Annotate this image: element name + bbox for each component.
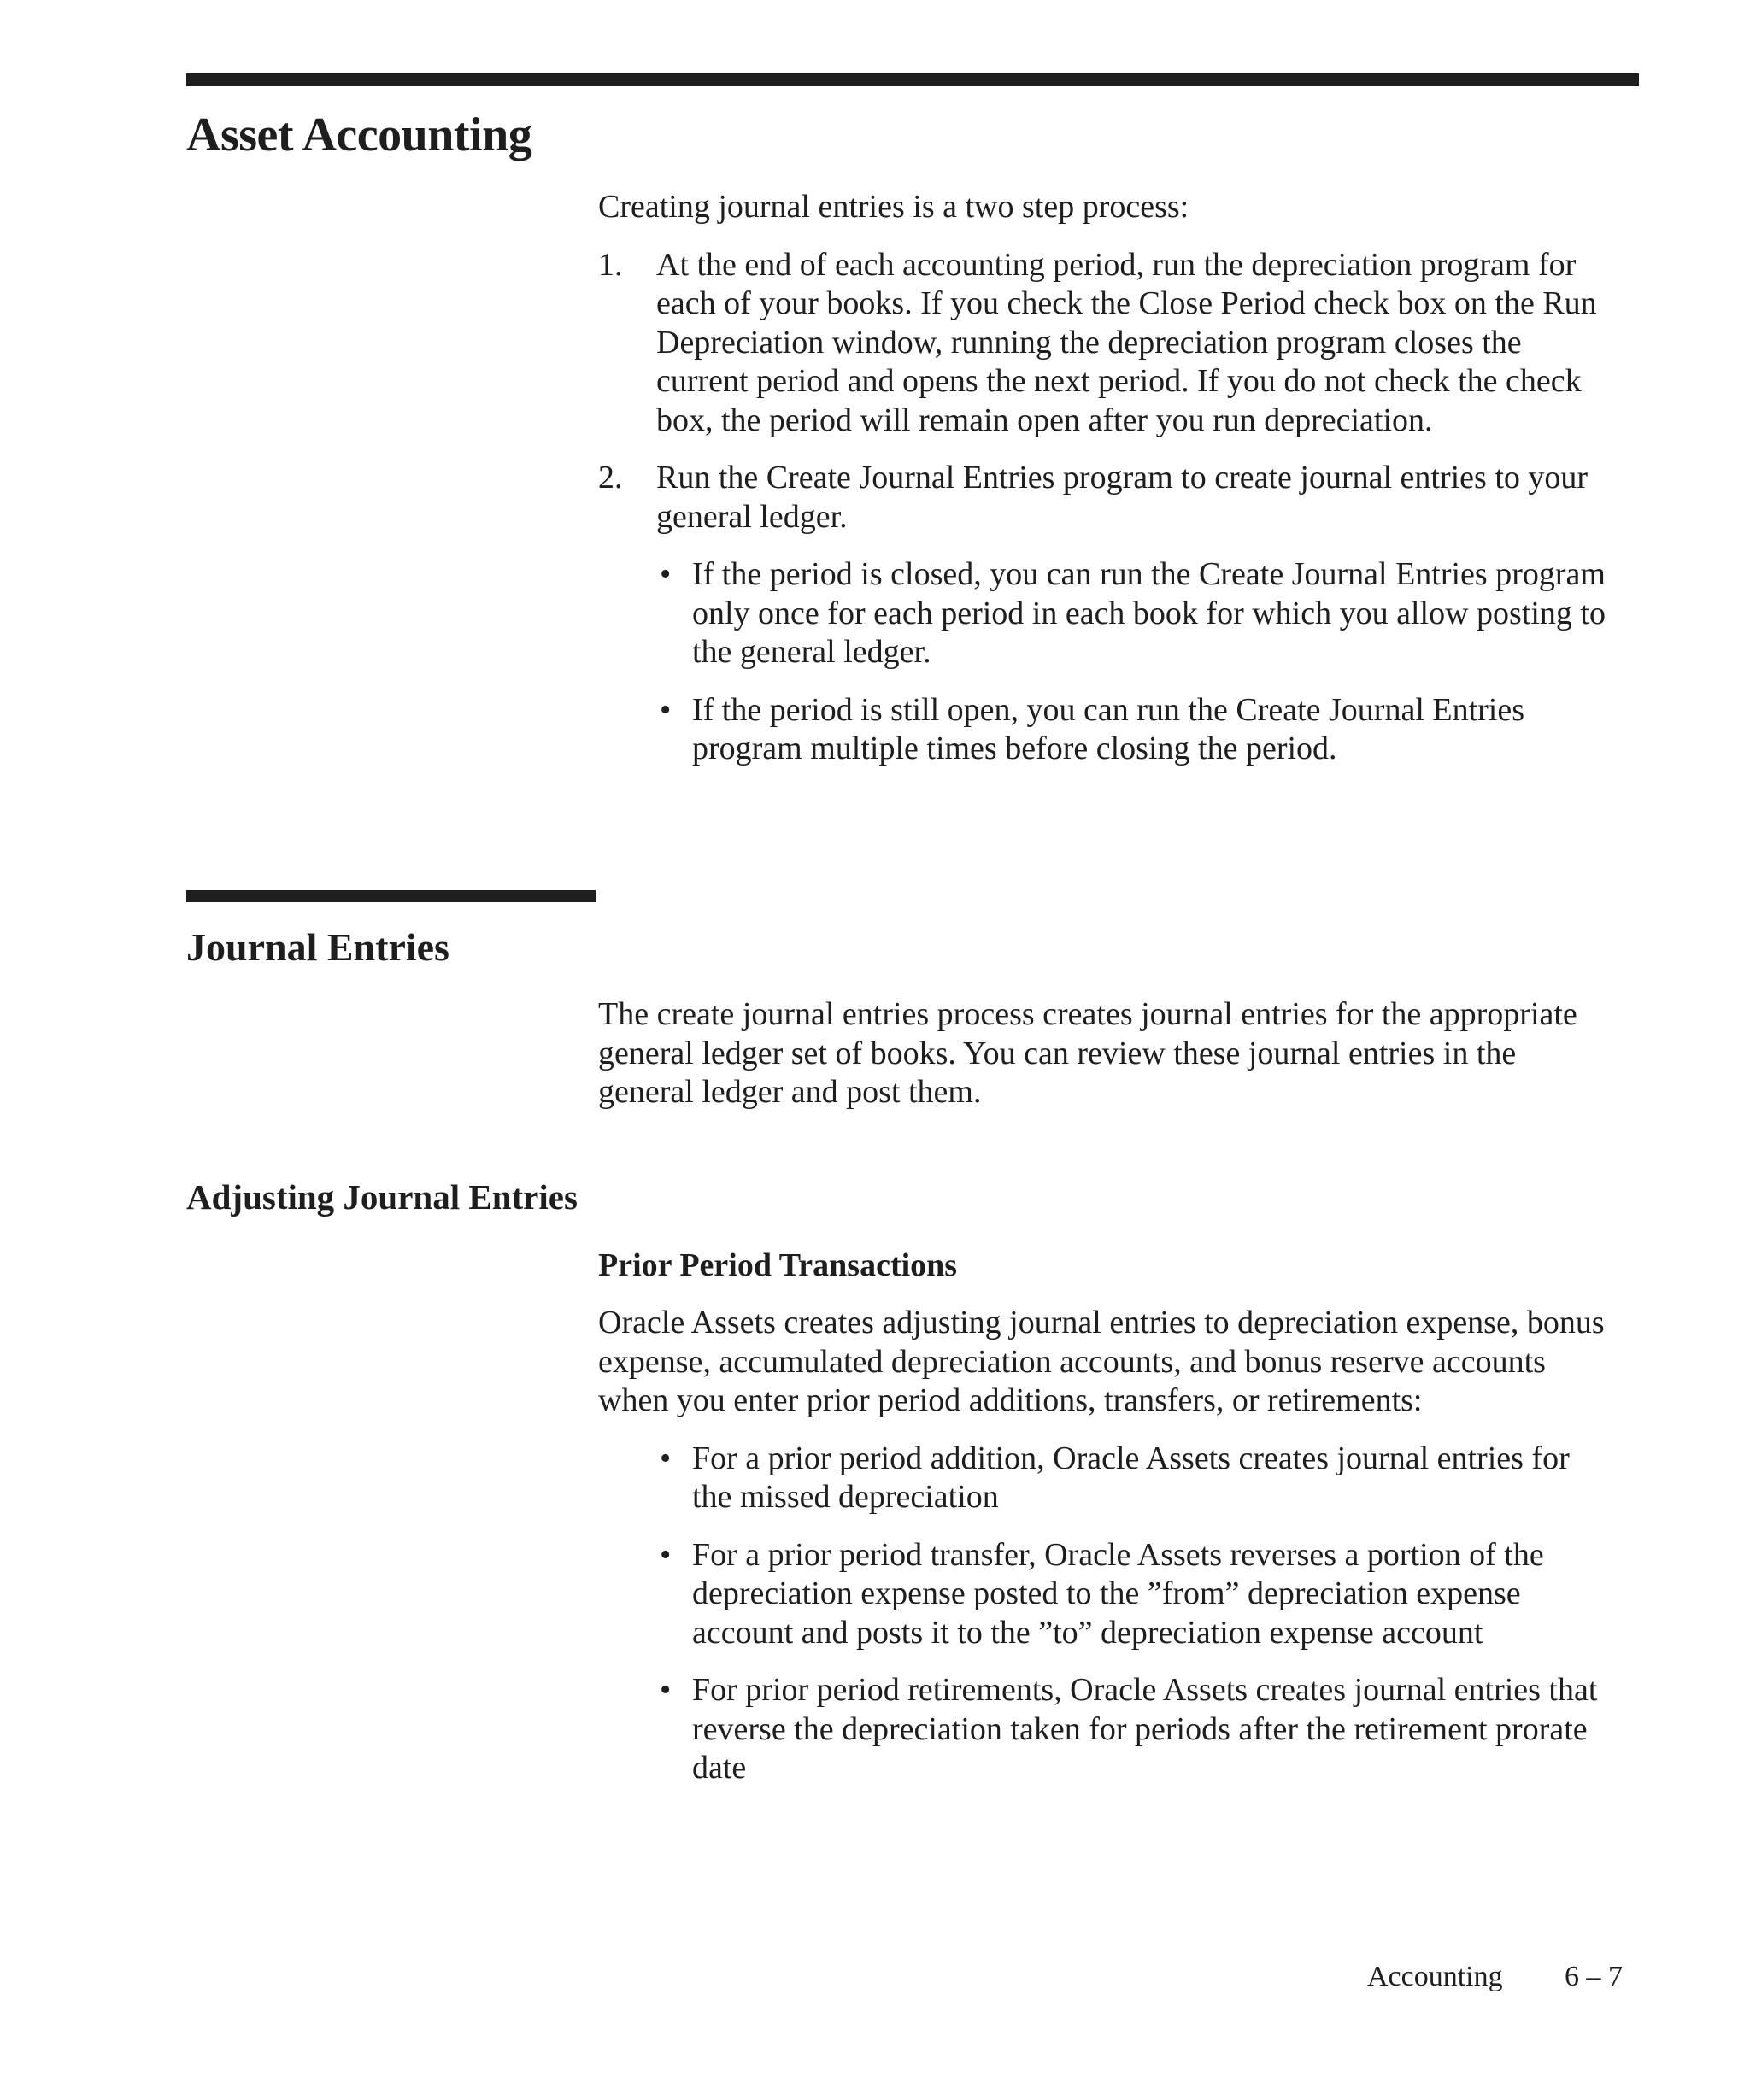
step-text: At the end of each accounting period, run the depreciation program for each of your books. If you check the Close Period check box on the Run Depreciation window, running the depreciation program closes the current period and opens the next period. If you do not check the check box, the period will remain open after you run depreciation. (656, 246, 1597, 438)
step-number: 1. (598, 246, 623, 283)
bullet-item (598, 1671, 1615, 1788)
adjusting-journal-entries-heading: Adjusting Journal Entries (186, 1177, 578, 1217)
bullet-item (598, 691, 1615, 769)
journal-entries-paragraph: The create journal entries process creates journal entries for the appropriate general ledger set of books. You can review these journal entries in the general ledger and post them. (598, 996, 1577, 1110)
bullet-text: For a prior period addition, Oracle Assets creates journal entries for the missed depreciation (692, 1440, 1570, 1515)
section-rule (186, 890, 596, 902)
bullet-text: For a prior period transfer, Oracle Assets reverses a portion of the depreciation expense posted to the ”from” depreciation expense account and posts it to the ”to” depreciation expense account (692, 1536, 1544, 1651)
footer-chapter: Accounting (1367, 1961, 1503, 1992)
intro-paragraph: Creating journal entries is a two step process: (598, 189, 1189, 225)
bullet-text: For prior period retirements, Oracle Assets creates journal entries that reverse the depreciation taken for periods after the retirement prorate date (692, 1672, 1598, 1786)
adjusting-paragraph: Oracle Assets creates adjusting journal entries to depreciation expense, bonus expense, accumulated depreciation accounts, and bonus reserve accounts when you enter prior period additions, transfers, or retirements: (598, 1305, 1605, 1418)
adjusting-body (598, 1246, 1615, 1788)
bullet-item (598, 1440, 1615, 1517)
bullet-item (598, 1536, 1615, 1653)
bullet-icon: • (660, 1672, 672, 1708)
journal-entries-heading: Journal Entries (186, 925, 449, 969)
bullet-icon: • (660, 556, 672, 592)
bullet-item (598, 555, 1615, 672)
bullet-icon: • (660, 1440, 672, 1476)
page-title: Asset Accounting (186, 109, 532, 161)
bullet-text: If the period is closed, you can run the Create Journal Entries program only once for each period in each book for which you allow posting to the general ledger. (692, 556, 1606, 670)
asset-accounting-body (598, 188, 1615, 769)
bullet-icon: • (660, 1536, 672, 1573)
footer-page-number: 6 – 7 (1565, 1961, 1623, 1992)
step-number: 2. (598, 460, 623, 496)
step-2 (598, 459, 1615, 537)
journal-entries-body (598, 995, 1615, 1112)
step-1 (598, 246, 1615, 441)
top-rule (186, 73, 1639, 86)
prior-period-heading: Prior Period Transactions (598, 1247, 958, 1283)
step-text: Run the Create Journal Entries program to create journal entries to your general ledger. (656, 460, 1589, 535)
bullet-text: If the period is still open, you can run the Create Journal Entries program multiple times before closing the period. (692, 691, 1525, 766)
bullet-icon: • (660, 691, 672, 728)
